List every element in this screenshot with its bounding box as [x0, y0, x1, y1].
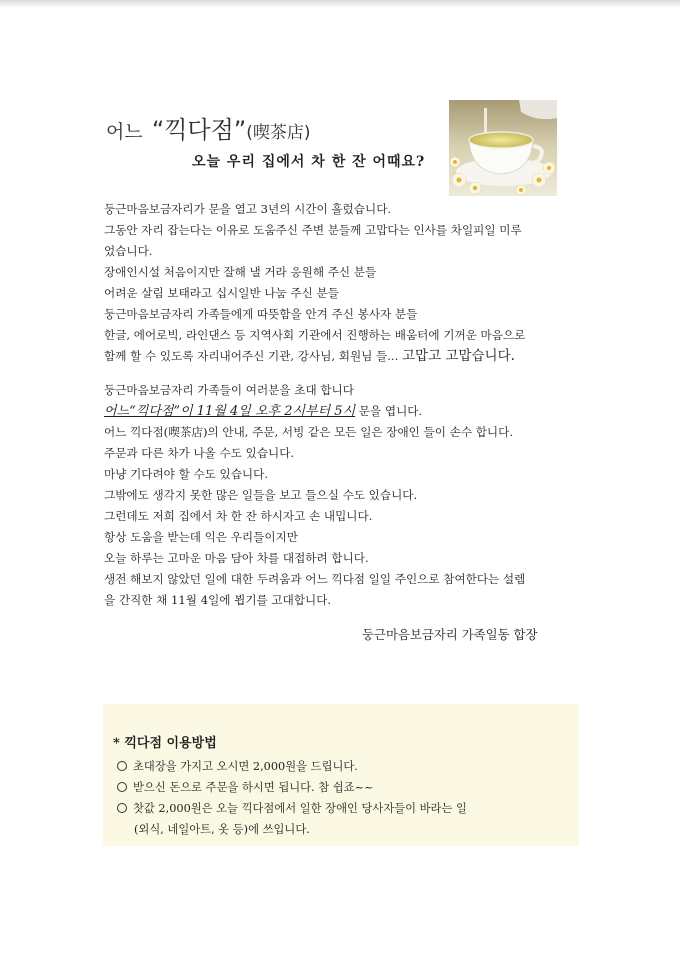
guide-item: [117, 777, 467, 798]
intro-closing-text: 함께 할 수 있도록 자리내어주신 기관, 강사님, 회원님 들...: [104, 349, 402, 363]
intro-closing-line: [104, 346, 594, 367]
intro-line: 었습니다.: [104, 244, 153, 258]
intro-line: 둥근마음보금자리가 문을 열고 3년의 시간이 흘렀습니다.: [104, 202, 392, 216]
invite-body-line: 어느 끽다점(喫茶店)의 안내, 주문, 서빙 같은 모든 일은 장애인 들이 손수 합니다.: [104, 425, 514, 439]
thanks-text: 고맙고 고맙습니다.: [402, 348, 515, 364]
intro-line: 둥근마음보금자리 가족들에게 따뜻함을 안겨 주신 봉사자 분들: [104, 307, 418, 321]
invite-body-line: 을 간직한 채 11월 4일에 뵙기를 고대합니다.: [104, 593, 332, 607]
circle-bullet-icon: [117, 803, 127, 813]
invite-body-line: 그밖에도 생각지 못한 많은 일들을 보고 들으실 수도 있습니다.: [104, 488, 418, 502]
usage-guide-list: [117, 756, 467, 840]
top-edge-shadow: [0, 0, 680, 8]
event-datetime-highlight: 어느“끽다점”이 11월 4일 오후 2시부터 5시: [104, 404, 356, 419]
intro-line: 어려운 살림 보태라고 십시일반 나눔 주신 분들: [104, 286, 339, 300]
invite-body-line: 항상 도움을 받는데 익은 우리들이지만: [104, 530, 298, 544]
invite-body-line: 마냥 기다려야 할 수도 있습니다.: [104, 467, 269, 481]
event-suffix: 문을 엽니다.: [355, 404, 423, 418]
invite-body-line: 주문과 다른 차가 나올 수도 있습니다.: [104, 446, 295, 460]
usage-guide-box: [103, 704, 579, 846]
guide-item-text: 찻값 2,000원은 오늘 끽다점에서 일한 장애인 당사자들이 바라는 일: [133, 802, 467, 815]
guide-item: [117, 798, 467, 819]
intro-line: 한글, 에어로빅, 라인댄스 등 지역사회 기관에서 진행하는 배움터에 기꺼운 마음으로: [104, 328, 526, 342]
usage-guide-title: * 끽다점 이용방법: [113, 736, 217, 751]
title-hanja: (喫茶店): [246, 123, 311, 143]
circle-bullet-icon: [117, 761, 127, 771]
invite-body-line: 생전 해보지 않았던 일에 대한 두려움과 어느 끽다점 일일 주인으로 참여한다는 설렘: [104, 572, 526, 586]
guide-item-text: 초대장을 가지고 오시면 2,000원을 드립니다.: [133, 760, 358, 773]
guide-item-continuation: (외식, 네일아트, 옷 등)에 쓰입니다.: [134, 823, 310, 836]
event-line: [104, 401, 594, 422]
invite-body-line: 오늘 하루는 고마운 마음 담아 차를 대접하려 합니다.: [104, 551, 369, 565]
signature: 둥근마음보금자리 가족일동 합장: [362, 627, 538, 642]
intro-line: 장애인시설 처음이지만 잘해 낼 거라 응원해 주신 분들: [104, 265, 377, 279]
title-main: “끽다점”: [151, 116, 247, 144]
guide-item-text: 받으신 돈으로 주문을 하시면 됩니다. 참 쉽죠~~: [133, 781, 374, 794]
invitation-paragraph: [104, 380, 594, 611]
invite-line: 둥근마음보금자리 가족들이 여러분을 초대 합니다: [104, 383, 354, 397]
invite-body-line: 그런데도 저희 집에서 차 한 잔 하시자고 손 내밉니다.: [104, 509, 373, 523]
guide-item: [117, 756, 467, 777]
page-title: [106, 110, 311, 145]
page-subtitle: 오늘 우리 집에서 차 한 잔 어때요?: [192, 154, 426, 170]
circle-bullet-icon: [117, 782, 127, 792]
intro-line: 그동안 자리 잡는다는 이유로 도움주신 주변 분들께 고맙다는 인사를 차일피일 미루: [104, 223, 522, 237]
tea-cup-photo: [449, 100, 557, 196]
intro-paragraph: [104, 199, 594, 367]
title-prefix: 어느: [106, 121, 143, 143]
